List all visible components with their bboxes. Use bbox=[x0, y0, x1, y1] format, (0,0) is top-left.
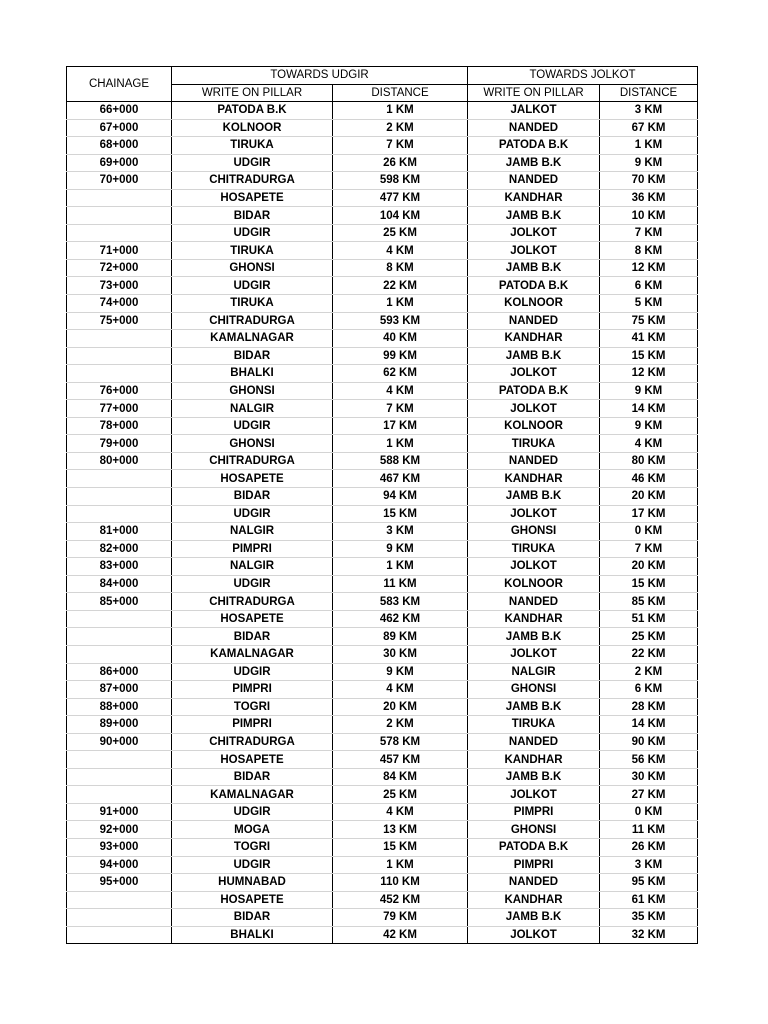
jolkot-distance-cell: 26 KM bbox=[600, 838, 698, 856]
table-row bbox=[67, 470, 698, 488]
udgir-distance-cell: 7 KM bbox=[333, 137, 468, 155]
jolkot-pillar-cell: KOLNOOR bbox=[468, 575, 600, 593]
chainage-cell: 74+000 bbox=[67, 295, 172, 313]
chainage-cell: 71+000 bbox=[67, 242, 172, 260]
udgir-pillar-cell: UDGIR bbox=[172, 575, 333, 593]
table-row bbox=[67, 242, 698, 260]
udgir-distance-cell: 593 KM bbox=[333, 312, 468, 330]
jolkot-pillar-cell: KANDHAR bbox=[468, 891, 600, 909]
table-row bbox=[67, 172, 698, 190]
chainage-cell bbox=[67, 470, 172, 488]
table-row bbox=[67, 347, 698, 365]
jolkot-distance-cell: 15 KM bbox=[600, 575, 698, 593]
chainage-cell bbox=[67, 926, 172, 944]
jolkot-distance-cell: 7 KM bbox=[600, 224, 698, 242]
table-row bbox=[67, 786, 698, 804]
table-row bbox=[67, 821, 698, 839]
table-row bbox=[67, 435, 698, 453]
jolkot-pillar-cell: JAMB B.K bbox=[468, 628, 600, 646]
udgir-distance-cell: 1 KM bbox=[333, 558, 468, 576]
udgir-pillar-cell: TIRUKA bbox=[172, 137, 333, 155]
jolkot-distance-cell: 0 KM bbox=[600, 523, 698, 541]
jolkot-distance-cell: 70 KM bbox=[600, 172, 698, 190]
towards-udgir-header: TOWARDS UDGIR bbox=[172, 67, 468, 85]
jolkot-pillar-cell: KOLNOOR bbox=[468, 295, 600, 313]
table-row bbox=[67, 417, 698, 435]
udgir-distance-cell: 1 KM bbox=[333, 435, 468, 453]
chainage-cell bbox=[67, 347, 172, 365]
chainage-cell: 67+000 bbox=[67, 119, 172, 137]
udgir-distance-cell: 2 KM bbox=[333, 119, 468, 137]
jolkot-pillar-cell: NANDED bbox=[468, 593, 600, 611]
chainage-cell: 85+000 bbox=[67, 593, 172, 611]
jolkot-distance-cell: 14 KM bbox=[600, 716, 698, 734]
jolkot-pillar-cell: NANDED bbox=[468, 312, 600, 330]
udgir-distance-cell: 79 KM bbox=[333, 909, 468, 927]
udgir-distance-cell: 17 KM bbox=[333, 417, 468, 435]
jolkot-distance-cell: 3 KM bbox=[600, 856, 698, 874]
table-row bbox=[67, 891, 698, 909]
jolkot-distance-cell: 1 KM bbox=[600, 137, 698, 155]
udgir-pillar-cell: UDGIR bbox=[172, 154, 333, 172]
udgir-distance-cell: 7 KM bbox=[333, 400, 468, 418]
table-row bbox=[67, 645, 698, 663]
jolkot-pillar-cell: JALKOT bbox=[468, 102, 600, 120]
chainage-cell: 92+000 bbox=[67, 821, 172, 839]
udgir-pillar-cell: PIMPRI bbox=[172, 716, 333, 734]
chainage-cell: 95+000 bbox=[67, 874, 172, 892]
jolkot-distance-cell: 8 KM bbox=[600, 242, 698, 260]
table-row bbox=[67, 663, 698, 681]
chainage-cell: 80+000 bbox=[67, 452, 172, 470]
jolkot-pillar-cell: JOLKOT bbox=[468, 786, 600, 804]
jolkot-distance-cell: 67 KM bbox=[600, 119, 698, 137]
udgir-pillar-cell: HOSAPETE bbox=[172, 189, 333, 207]
jolkot-distance-cell: 9 KM bbox=[600, 417, 698, 435]
jolkot-distance-cell: 80 KM bbox=[600, 452, 698, 470]
udgir-pillar-cell: BIDAR bbox=[172, 628, 333, 646]
chainage-cell: 90+000 bbox=[67, 733, 172, 751]
jolkot-pillar-cell: PATODA B.K bbox=[468, 277, 600, 295]
udgir-distance-cell: 40 KM bbox=[333, 330, 468, 348]
jolkot-distance-cell: 4 KM bbox=[600, 435, 698, 453]
table-row bbox=[67, 365, 698, 383]
jolkot-pillar-cell: PATODA B.K bbox=[468, 838, 600, 856]
chainage-cell bbox=[67, 330, 172, 348]
table-row bbox=[67, 102, 698, 120]
table-row bbox=[67, 505, 698, 523]
jolkot-distance-cell: 25 KM bbox=[600, 628, 698, 646]
table-row bbox=[67, 277, 698, 295]
udgir-pillar-cell: BHALKI bbox=[172, 926, 333, 944]
udgir-distance-cell: 4 KM bbox=[333, 242, 468, 260]
chainage-cell: 88+000 bbox=[67, 698, 172, 716]
udgir-distance-cell: 578 KM bbox=[333, 733, 468, 751]
chainage-cell bbox=[67, 786, 172, 804]
udgir-pillar-cell: BIDAR bbox=[172, 909, 333, 927]
jolkot-pillar-cell: JOLKOT bbox=[468, 645, 600, 663]
jolkot-distance-cell: 6 KM bbox=[600, 277, 698, 295]
udgir-pillar-cell: UDGIR bbox=[172, 505, 333, 523]
chainage-cell: 93+000 bbox=[67, 838, 172, 856]
jolkot-distance-cell: 12 KM bbox=[600, 259, 698, 277]
table-row bbox=[67, 716, 698, 734]
udgir-distance-cell: 462 KM bbox=[333, 610, 468, 628]
udgir-distance-cell: 9 KM bbox=[333, 663, 468, 681]
towards-jolkot-header: TOWARDS JOLKOT bbox=[468, 67, 698, 85]
jolkot-distance-cell: 32 KM bbox=[600, 926, 698, 944]
jolkot-distance-cell: 9 KM bbox=[600, 154, 698, 172]
table-row bbox=[67, 575, 698, 593]
udgir-distance-header: DISTANCE bbox=[333, 84, 468, 102]
udgir-distance-cell: 89 KM bbox=[333, 628, 468, 646]
jolkot-pillar-cell: JOLKOT bbox=[468, 926, 600, 944]
jolkot-pillar-cell: JAMB B.K bbox=[468, 488, 600, 506]
udgir-pillar-cell: KAMALNAGAR bbox=[172, 786, 333, 804]
table-row bbox=[67, 856, 698, 874]
udgir-pillar-cell: GHONSI bbox=[172, 382, 333, 400]
udgir-pillar-cell: HUMNABAD bbox=[172, 874, 333, 892]
table-row bbox=[67, 698, 698, 716]
chainage-cell bbox=[67, 224, 172, 242]
chainage-cell: 73+000 bbox=[67, 277, 172, 295]
jolkot-pillar-header: WRITE ON PILLAR bbox=[468, 84, 600, 102]
udgir-pillar-cell: HOSAPETE bbox=[172, 470, 333, 488]
table-row bbox=[67, 137, 698, 155]
table-row bbox=[67, 523, 698, 541]
jolkot-pillar-cell: JAMB B.K bbox=[468, 259, 600, 277]
chainage-cell: 72+000 bbox=[67, 259, 172, 277]
udgir-pillar-cell: NALGIR bbox=[172, 400, 333, 418]
udgir-distance-cell: 477 KM bbox=[333, 189, 468, 207]
jolkot-distance-cell: 28 KM bbox=[600, 698, 698, 716]
udgir-distance-cell: 22 KM bbox=[333, 277, 468, 295]
jolkot-pillar-cell: KANDHAR bbox=[468, 751, 600, 769]
udgir-pillar-cell: CHITRADURGA bbox=[172, 733, 333, 751]
udgir-pillar-cell: UDGIR bbox=[172, 224, 333, 242]
udgir-distance-cell: 588 KM bbox=[333, 452, 468, 470]
jolkot-pillar-cell: NANDED bbox=[468, 119, 600, 137]
chainage-cell: 86+000 bbox=[67, 663, 172, 681]
jolkot-distance-cell: 27 KM bbox=[600, 786, 698, 804]
jolkot-distance-cell: 51 KM bbox=[600, 610, 698, 628]
udgir-distance-cell: 84 KM bbox=[333, 768, 468, 786]
jolkot-distance-cell: 20 KM bbox=[600, 488, 698, 506]
udgir-pillar-cell: BIDAR bbox=[172, 488, 333, 506]
table-row bbox=[67, 838, 698, 856]
jolkot-pillar-cell: NANDED bbox=[468, 452, 600, 470]
udgir-pillar-cell: TIRUKA bbox=[172, 295, 333, 313]
chainage-cell: 84+000 bbox=[67, 575, 172, 593]
chainage-cell bbox=[67, 891, 172, 909]
jolkot-pillar-cell: JAMB B.K bbox=[468, 347, 600, 365]
jolkot-pillar-cell: GHONSI bbox=[468, 681, 600, 699]
jolkot-distance-cell: 30 KM bbox=[600, 768, 698, 786]
udgir-pillar-cell: UDGIR bbox=[172, 417, 333, 435]
chainage-cell: 89+000 bbox=[67, 716, 172, 734]
udgir-pillar-cell: UDGIR bbox=[172, 277, 333, 295]
udgir-pillar-header: WRITE ON PILLAR bbox=[172, 84, 333, 102]
jolkot-distance-cell: 9 KM bbox=[600, 382, 698, 400]
udgir-pillar-cell: TOGRI bbox=[172, 698, 333, 716]
table-header bbox=[67, 67, 698, 102]
udgir-distance-cell: 99 KM bbox=[333, 347, 468, 365]
udgir-distance-cell: 94 KM bbox=[333, 488, 468, 506]
jolkot-distance-cell: 75 KM bbox=[600, 312, 698, 330]
table-row bbox=[67, 119, 698, 137]
table-row bbox=[67, 733, 698, 751]
jolkot-pillar-cell: TIRUKA bbox=[468, 716, 600, 734]
jolkot-pillar-cell: JAMB B.K bbox=[468, 768, 600, 786]
jolkot-pillar-cell: NALGIR bbox=[468, 663, 600, 681]
chainage-cell bbox=[67, 610, 172, 628]
jolkot-pillar-cell: KANDHAR bbox=[468, 470, 600, 488]
jolkot-pillar-cell: JOLKOT bbox=[468, 400, 600, 418]
chainage-cell: 70+000 bbox=[67, 172, 172, 190]
table-row bbox=[67, 382, 698, 400]
jolkot-distance-cell: 90 KM bbox=[600, 733, 698, 751]
jolkot-pillar-cell: NANDED bbox=[468, 874, 600, 892]
udgir-pillar-cell: HOSAPETE bbox=[172, 891, 333, 909]
udgir-distance-cell: 2 KM bbox=[333, 716, 468, 734]
table-row bbox=[67, 628, 698, 646]
jolkot-distance-cell: 46 KM bbox=[600, 470, 698, 488]
chainage-distance-sheet bbox=[66, 66, 698, 944]
udgir-distance-cell: 20 KM bbox=[333, 698, 468, 716]
udgir-pillar-cell: GHONSI bbox=[172, 435, 333, 453]
chainage-cell bbox=[67, 751, 172, 769]
udgir-distance-cell: 467 KM bbox=[333, 470, 468, 488]
jolkot-distance-cell: 5 KM bbox=[600, 295, 698, 313]
chainage-cell: 81+000 bbox=[67, 523, 172, 541]
chainage-cell bbox=[67, 909, 172, 927]
udgir-pillar-cell: CHITRADURGA bbox=[172, 172, 333, 190]
jolkot-pillar-cell: TIRUKA bbox=[468, 540, 600, 558]
chainage-cell bbox=[67, 628, 172, 646]
chainage-cell bbox=[67, 505, 172, 523]
table-row bbox=[67, 610, 698, 628]
udgir-distance-cell: 9 KM bbox=[333, 540, 468, 558]
chainage-cell bbox=[67, 645, 172, 663]
distance-table bbox=[66, 66, 698, 944]
udgir-distance-cell: 62 KM bbox=[333, 365, 468, 383]
udgir-pillar-cell: PIMPRI bbox=[172, 540, 333, 558]
jolkot-pillar-cell: JAMB B.K bbox=[468, 207, 600, 225]
udgir-distance-cell: 4 KM bbox=[333, 803, 468, 821]
chainage-cell: 75+000 bbox=[67, 312, 172, 330]
udgir-distance-cell: 11 KM bbox=[333, 575, 468, 593]
chainage-cell: 69+000 bbox=[67, 154, 172, 172]
udgir-pillar-cell: CHITRADURGA bbox=[172, 312, 333, 330]
udgir-pillar-cell: BHALKI bbox=[172, 365, 333, 383]
udgir-distance-cell: 104 KM bbox=[333, 207, 468, 225]
udgir-distance-cell: 1 KM bbox=[333, 856, 468, 874]
jolkot-distance-cell: 22 KM bbox=[600, 645, 698, 663]
udgir-pillar-cell: PIMPRI bbox=[172, 681, 333, 699]
jolkot-distance-cell: 20 KM bbox=[600, 558, 698, 576]
table-row bbox=[67, 330, 698, 348]
udgir-distance-cell: 1 KM bbox=[333, 102, 468, 120]
jolkot-distance-cell: 2 KM bbox=[600, 663, 698, 681]
udgir-pillar-cell: BIDAR bbox=[172, 207, 333, 225]
udgir-distance-cell: 4 KM bbox=[333, 681, 468, 699]
udgir-distance-cell: 15 KM bbox=[333, 505, 468, 523]
jolkot-pillar-cell: GHONSI bbox=[468, 821, 600, 839]
jolkot-distance-cell: 41 KM bbox=[600, 330, 698, 348]
jolkot-pillar-cell: KANDHAR bbox=[468, 189, 600, 207]
chainage-header: CHAINAGE bbox=[67, 67, 172, 102]
jolkot-pillar-cell: JOLKOT bbox=[468, 505, 600, 523]
chainage-cell: 77+000 bbox=[67, 400, 172, 418]
jolkot-pillar-cell: KANDHAR bbox=[468, 330, 600, 348]
udgir-distance-cell: 26 KM bbox=[333, 154, 468, 172]
table-row bbox=[67, 400, 698, 418]
udgir-distance-cell: 110 KM bbox=[333, 874, 468, 892]
table-row bbox=[67, 593, 698, 611]
chainage-cell: 94+000 bbox=[67, 856, 172, 874]
chainage-cell: 78+000 bbox=[67, 417, 172, 435]
table-row bbox=[67, 207, 698, 225]
chainage-cell: 87+000 bbox=[67, 681, 172, 699]
udgir-distance-cell: 598 KM bbox=[333, 172, 468, 190]
jolkot-distance-cell: 3 KM bbox=[600, 102, 698, 120]
udgir-distance-cell: 13 KM bbox=[333, 821, 468, 839]
jolkot-pillar-cell: PIMPRI bbox=[468, 803, 600, 821]
udgir-distance-cell: 3 KM bbox=[333, 523, 468, 541]
chainage-cell bbox=[67, 488, 172, 506]
jolkot-distance-cell: 6 KM bbox=[600, 681, 698, 699]
udgir-pillar-cell: TOGRI bbox=[172, 838, 333, 856]
table-row bbox=[67, 452, 698, 470]
udgir-distance-cell: 457 KM bbox=[333, 751, 468, 769]
jolkot-distance-cell: 56 KM bbox=[600, 751, 698, 769]
udgir-pillar-cell: UDGIR bbox=[172, 663, 333, 681]
jolkot-pillar-cell: KOLNOOR bbox=[468, 417, 600, 435]
udgir-pillar-cell: CHITRADURGA bbox=[172, 593, 333, 611]
chainage-cell bbox=[67, 189, 172, 207]
udgir-distance-cell: 4 KM bbox=[333, 382, 468, 400]
udgir-pillar-cell: KOLNOOR bbox=[172, 119, 333, 137]
jolkot-pillar-cell: GHONSI bbox=[468, 523, 600, 541]
chainage-cell bbox=[67, 207, 172, 225]
jolkot-distance-cell: 35 KM bbox=[600, 909, 698, 927]
chainage-cell: 66+000 bbox=[67, 102, 172, 120]
chainage-cell: 83+000 bbox=[67, 558, 172, 576]
udgir-pillar-cell: KAMALNAGAR bbox=[172, 645, 333, 663]
jolkot-distance-cell: 0 KM bbox=[600, 803, 698, 821]
chainage-cell: 79+000 bbox=[67, 435, 172, 453]
udgir-pillar-cell: MOGA bbox=[172, 821, 333, 839]
udgir-distance-cell: 8 KM bbox=[333, 259, 468, 277]
table-row bbox=[67, 768, 698, 786]
jolkot-pillar-cell: JAMB B.K bbox=[468, 154, 600, 172]
jolkot-distance-cell: 17 KM bbox=[600, 505, 698, 523]
table-row bbox=[67, 751, 698, 769]
jolkot-distance-cell: 14 KM bbox=[600, 400, 698, 418]
udgir-pillar-cell: HOSAPETE bbox=[172, 751, 333, 769]
table-row bbox=[67, 926, 698, 944]
jolkot-pillar-cell: JOLKOT bbox=[468, 558, 600, 576]
jolkot-pillar-cell: JOLKOT bbox=[468, 224, 600, 242]
jolkot-pillar-cell: NANDED bbox=[468, 172, 600, 190]
jolkot-distance-cell: 85 KM bbox=[600, 593, 698, 611]
table-row bbox=[67, 681, 698, 699]
udgir-distance-cell: 42 KM bbox=[333, 926, 468, 944]
udgir-pillar-cell: BIDAR bbox=[172, 768, 333, 786]
udgir-pillar-cell: TIRUKA bbox=[172, 242, 333, 260]
table-row bbox=[67, 488, 698, 506]
chainage-cell: 76+000 bbox=[67, 382, 172, 400]
jolkot-pillar-cell: PATODA B.K bbox=[468, 137, 600, 155]
jolkot-pillar-cell: JOLKOT bbox=[468, 365, 600, 383]
chainage-cell: 91+000 bbox=[67, 803, 172, 821]
udgir-pillar-cell: GHONSI bbox=[172, 259, 333, 277]
udgir-pillar-cell: KAMALNAGAR bbox=[172, 330, 333, 348]
chainage-cell: 82+000 bbox=[67, 540, 172, 558]
table-row bbox=[67, 540, 698, 558]
table-body bbox=[67, 102, 698, 944]
udgir-distance-cell: 30 KM bbox=[333, 645, 468, 663]
table-row bbox=[67, 259, 698, 277]
udgir-distance-cell: 583 KM bbox=[333, 593, 468, 611]
chainage-cell bbox=[67, 365, 172, 383]
jolkot-distance-cell: 12 KM bbox=[600, 365, 698, 383]
table-row bbox=[67, 874, 698, 892]
jolkot-pillar-cell: JAMB B.K bbox=[468, 698, 600, 716]
table-row bbox=[67, 295, 698, 313]
udgir-pillar-cell: BIDAR bbox=[172, 347, 333, 365]
udgir-pillar-cell: NALGIR bbox=[172, 523, 333, 541]
udgir-distance-cell: 15 KM bbox=[333, 838, 468, 856]
chainage-cell: 68+000 bbox=[67, 137, 172, 155]
udgir-distance-cell: 452 KM bbox=[333, 891, 468, 909]
jolkot-pillar-cell: PATODA B.K bbox=[468, 382, 600, 400]
udgir-distance-cell: 25 KM bbox=[333, 786, 468, 804]
jolkot-distance-cell: 95 KM bbox=[600, 874, 698, 892]
table-row bbox=[67, 803, 698, 821]
udgir-distance-cell: 1 KM bbox=[333, 295, 468, 313]
table-row bbox=[67, 224, 698, 242]
jolkot-pillar-cell: NANDED bbox=[468, 733, 600, 751]
udgir-distance-cell: 25 KM bbox=[333, 224, 468, 242]
table-row bbox=[67, 909, 698, 927]
udgir-pillar-cell: UDGIR bbox=[172, 803, 333, 821]
jolkot-pillar-cell: PIMPRI bbox=[468, 856, 600, 874]
udgir-pillar-cell: PATODA B.K bbox=[172, 102, 333, 120]
table-row bbox=[67, 189, 698, 207]
jolkot-pillar-cell: JOLKOT bbox=[468, 242, 600, 260]
udgir-pillar-cell: CHITRADURGA bbox=[172, 452, 333, 470]
jolkot-distance-cell: 15 KM bbox=[600, 347, 698, 365]
jolkot-distance-cell: 7 KM bbox=[600, 540, 698, 558]
table-row bbox=[67, 154, 698, 172]
jolkot-distance-cell: 10 KM bbox=[600, 207, 698, 225]
chainage-cell bbox=[67, 768, 172, 786]
udgir-pillar-cell: NALGIR bbox=[172, 558, 333, 576]
jolkot-distance-cell: 36 KM bbox=[600, 189, 698, 207]
jolkot-distance-cell: 11 KM bbox=[600, 821, 698, 839]
table-row bbox=[67, 312, 698, 330]
udgir-pillar-cell: HOSAPETE bbox=[172, 610, 333, 628]
table-row bbox=[67, 558, 698, 576]
jolkot-distance-header: DISTANCE bbox=[600, 84, 698, 102]
jolkot-pillar-cell: TIRUKA bbox=[468, 435, 600, 453]
udgir-pillar-cell: UDGIR bbox=[172, 856, 333, 874]
jolkot-distance-cell: 61 KM bbox=[600, 891, 698, 909]
jolkot-pillar-cell: KANDHAR bbox=[468, 610, 600, 628]
jolkot-pillar-cell: JAMB B.K bbox=[468, 909, 600, 927]
